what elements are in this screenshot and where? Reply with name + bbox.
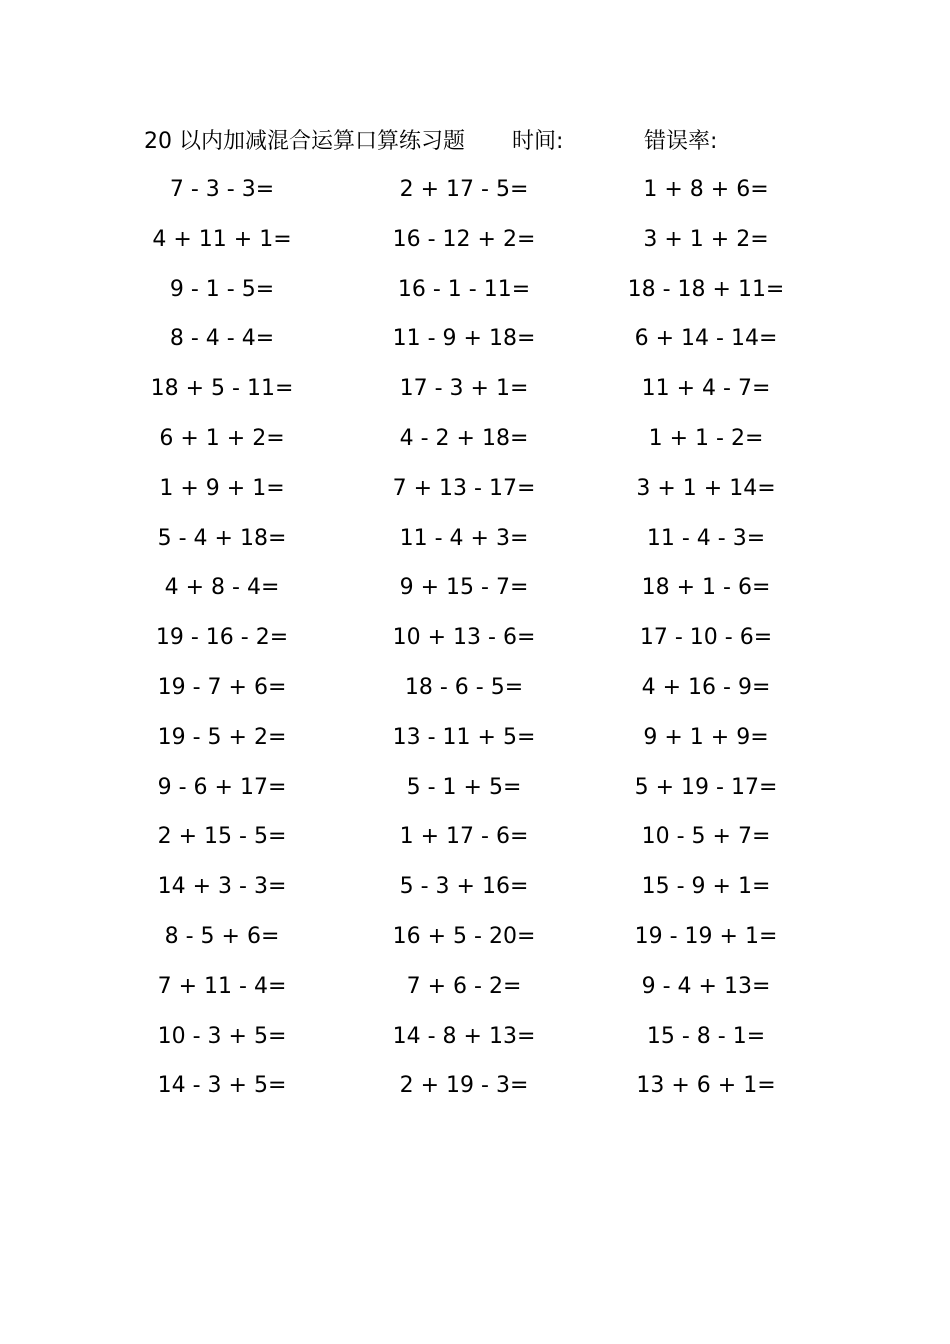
math-problem: 4 + 8 - 4= xyxy=(164,575,280,601)
math-problem: 4 + 16 - 9= xyxy=(641,674,771,700)
math-problem: 4 - 2 + 18= xyxy=(399,425,529,451)
problem-row xyxy=(0,768,950,818)
math-problem: 7 + 13 - 17= xyxy=(392,475,536,501)
math-problem: 14 + 3 - 3= xyxy=(157,874,287,900)
math-problem: 5 - 3 + 16= xyxy=(399,874,529,900)
problem-row xyxy=(0,1017,950,1067)
math-problem: 1 + 1 - 2= xyxy=(648,425,764,451)
math-problem: 15 - 9 + 1= xyxy=(641,874,771,900)
math-problem: 9 - 6 + 17= xyxy=(157,774,287,800)
math-problem: 7 + 6 - 2= xyxy=(406,973,522,999)
problem-row xyxy=(0,369,950,419)
math-problem: 11 - 4 + 3= xyxy=(399,525,529,551)
problem-row xyxy=(0,419,950,469)
math-problem: 19 - 19 + 1= xyxy=(634,923,778,949)
math-problem: 6 + 14 - 14= xyxy=(634,326,778,352)
math-problem: 17 - 3 + 1= xyxy=(399,376,529,402)
math-problem: 10 - 5 + 7= xyxy=(641,824,771,850)
problem-row xyxy=(0,668,950,718)
problem-row xyxy=(0,718,950,768)
problem-row xyxy=(0,170,950,220)
math-problem: 18 + 1 - 6= xyxy=(641,575,771,601)
problem-row xyxy=(0,917,950,967)
math-problem: 3 + 1 + 14= xyxy=(636,475,776,501)
math-problem: 3 + 1 + 2= xyxy=(643,226,769,252)
math-problem: 18 - 18 + 11= xyxy=(627,276,785,302)
math-problem: 1 + 9 + 1= xyxy=(159,475,285,501)
problem-row xyxy=(0,1066,950,1116)
math-problem: 5 + 19 - 17= xyxy=(634,774,778,800)
problem-row xyxy=(0,618,950,668)
math-problem: 9 + 1 + 9= xyxy=(643,724,769,750)
math-problem: 2 + 15 - 5= xyxy=(157,824,287,850)
math-problem: 11 - 4 - 3= xyxy=(646,525,766,551)
math-problem: 1 + 17 - 6= xyxy=(399,824,529,850)
math-problem: 17 - 10 - 6= xyxy=(639,625,773,651)
math-problem: 19 - 7 + 6= xyxy=(157,674,287,700)
math-problem: 9 - 1 - 5= xyxy=(169,276,275,302)
math-problem: 14 - 8 + 13= xyxy=(392,1023,536,1049)
math-problem: 1 + 8 + 6= xyxy=(643,177,769,202)
math-problem: 15 - 8 - 1= xyxy=(646,1023,766,1049)
math-problem: 19 - 5 + 2= xyxy=(157,724,287,750)
math-problem: 10 - 3 + 5= xyxy=(157,1023,287,1049)
math-problem: 7 - 3 - 3= xyxy=(169,177,275,202)
problem-row xyxy=(0,817,950,867)
math-problem: 19 - 16 - 2= xyxy=(155,625,289,651)
math-problem: 8 - 5 + 6= xyxy=(164,923,280,949)
time-label: 时间: xyxy=(512,129,564,154)
math-problem: 2 + 17 - 5= xyxy=(399,177,529,202)
problem-row xyxy=(0,967,950,1017)
problem-grid xyxy=(0,170,950,1116)
math-problem: 13 + 6 + 1= xyxy=(636,1073,776,1099)
problem-row xyxy=(0,270,950,320)
math-problem: 13 - 11 + 5= xyxy=(392,724,536,750)
problem-row xyxy=(0,867,950,917)
math-problem: 11 - 9 + 18= xyxy=(392,326,536,352)
math-problem: 7 + 11 - 4= xyxy=(157,973,287,999)
math-problem: 16 - 1 - 11= xyxy=(397,276,531,302)
math-problem: 4 + 11 + 1= xyxy=(152,226,292,252)
math-problem: 14 - 3 + 5= xyxy=(157,1073,287,1099)
math-problem: 6 + 1 + 2= xyxy=(159,425,285,451)
math-problem: 18 - 6 - 5= xyxy=(404,674,524,700)
math-problem: 8 - 4 - 4= xyxy=(169,326,275,352)
problem-row xyxy=(0,469,950,519)
math-problem: 9 - 4 + 13= xyxy=(641,973,771,999)
worksheet-header xyxy=(144,124,844,160)
math-problem: 10 + 13 - 6= xyxy=(392,625,536,651)
problem-row xyxy=(0,568,950,618)
worksheet-title: 20 以内加减混合运算口算练习题 xyxy=(144,129,465,154)
math-problem: 9 + 15 - 7= xyxy=(399,575,529,601)
error-rate-label: 错误率: xyxy=(644,129,718,154)
problem-row xyxy=(0,220,950,270)
math-problem: 18 + 5 - 11= xyxy=(150,376,294,402)
problem-row xyxy=(0,519,950,569)
math-problem: 5 - 1 + 5= xyxy=(406,774,522,800)
problem-row xyxy=(0,319,950,369)
math-problem: 5 - 4 + 18= xyxy=(157,525,287,551)
math-problem: 16 + 5 - 20= xyxy=(392,923,536,949)
math-problem: 11 + 4 - 7= xyxy=(641,376,771,402)
math-problem: 16 - 12 + 2= xyxy=(392,226,536,252)
math-problem: 2 + 19 - 3= xyxy=(399,1073,529,1099)
